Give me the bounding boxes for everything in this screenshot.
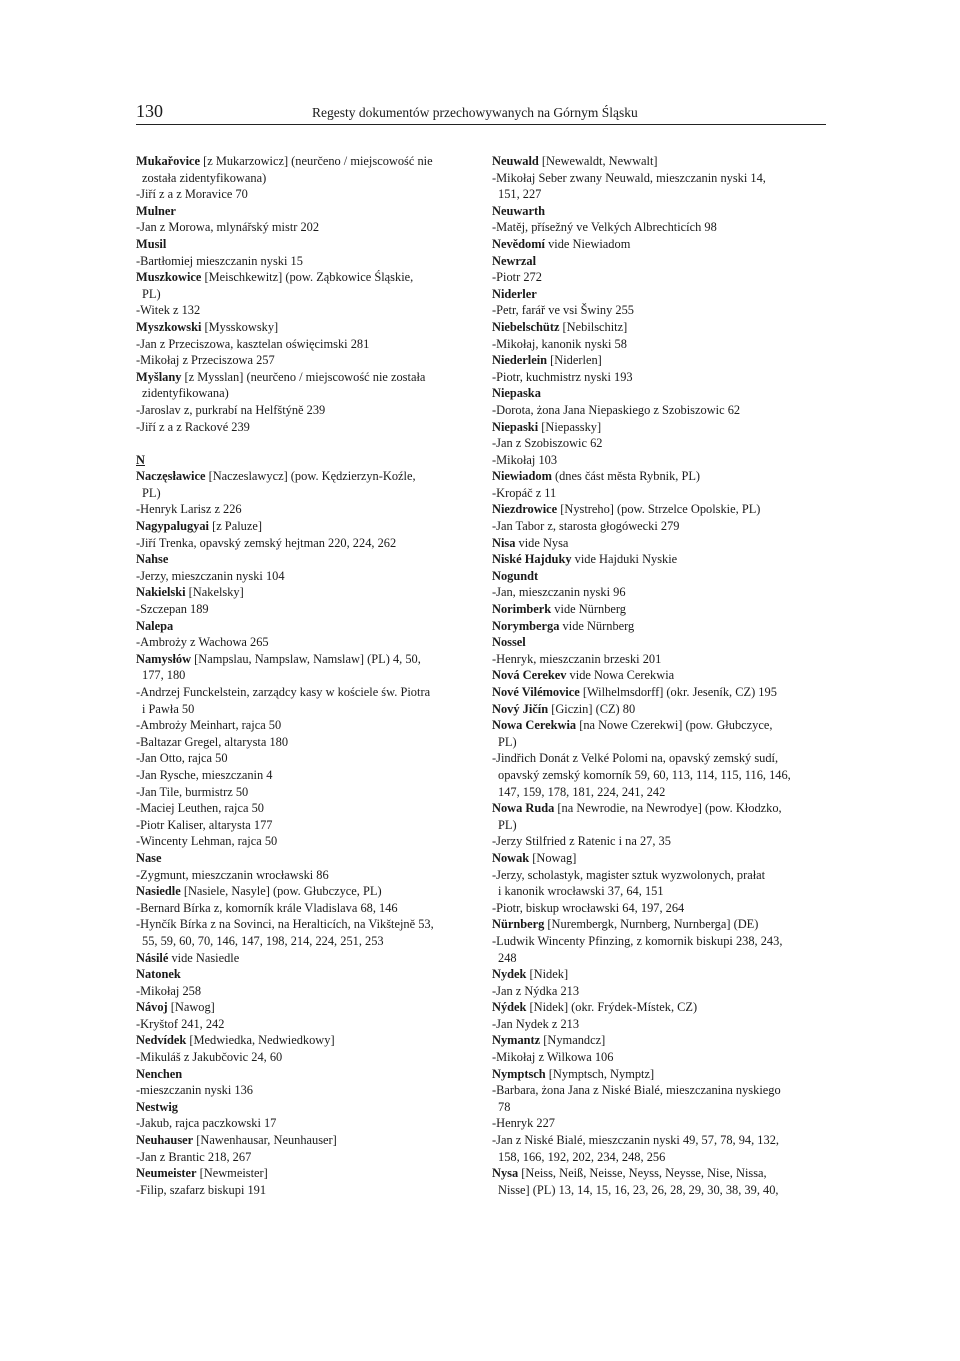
index-subentry <box>136 568 476 585</box>
entry-text: -Kropáč z 11 <box>492 485 557 500</box>
index-headword-line <box>136 1066 476 1083</box>
index-subentry <box>136 634 476 651</box>
entry-text: -Bartłomiej mieszczanin nyski 15 <box>136 253 303 268</box>
headword: Neumeister <box>136 1166 197 1181</box>
index-headword-line <box>492 601 832 618</box>
entry-text: -Jan z Przeciszowa, kasztelan oświęcimski 281 <box>136 336 370 351</box>
running-title: Regesty dokumentów przechowywanych na Górnym Śląsku <box>312 105 638 120</box>
index-subentry <box>136 402 476 419</box>
entry-text: [Wilhelmsdorff] (okr. Jeseník, CZ) 195 <box>579 685 777 699</box>
entry-text: -Ambroży z Wachowa 265 <box>136 635 269 650</box>
entry-text: -Piotr Kaliser, altarysta 177 <box>136 817 273 832</box>
headword: Nymantz <box>492 1033 541 1048</box>
entry-text: [Nowag] <box>529 850 577 865</box>
index-subentry <box>492 518 832 535</box>
index-subentry <box>492 170 832 187</box>
index-subentry <box>492 1132 832 1149</box>
index-subentry <box>492 302 832 319</box>
entry-continuation: 248 <box>498 950 517 965</box>
entry-text: -Szczepan 189 <box>136 602 209 617</box>
entry-text: -Jerzy Stilfried z Ratenic i na 27, 35 <box>492 834 671 849</box>
entry-text: -Mikołaj 258 <box>136 983 202 998</box>
headword: Nové Vilémovice <box>492 685 580 699</box>
headword: Mukařovice <box>136 154 201 168</box>
headword: Nogundt <box>492 568 539 583</box>
index-subentry <box>136 750 476 767</box>
entry-text: -Ambroży Meinhart, rajca 50 <box>136 718 282 733</box>
entry-text: [na Nowe Czerekwi] (pow. Głubczyce, <box>576 718 773 733</box>
index-headword-line <box>492 319 832 336</box>
headword: Nalepa <box>136 618 174 633</box>
index-headword-line <box>492 701 832 718</box>
entry-text: [Nymptsch, Nymptz] <box>545 1066 655 1081</box>
entry-text: -Mikołaj z Wilkowa 106 <box>492 1050 614 1065</box>
entry-text: -Matěj, přísežný ve Velkých Albrechticích 98 <box>492 220 717 235</box>
index-headword-line <box>136 883 476 900</box>
entry-text: -Filip, szafarz biskupi 191 <box>136 1182 267 1197</box>
headword: Newrzal <box>492 253 537 268</box>
index-subentry <box>492 1049 832 1066</box>
index-subentry <box>136 535 476 552</box>
index-subentry <box>492 1016 832 1033</box>
index-headword-line <box>492 253 832 270</box>
entry-text: -mieszczanin nyski 136 <box>136 1083 253 1098</box>
entry-text: -Jiří z a z Moravice 70 <box>136 187 248 202</box>
entry-continuation: PL) <box>142 485 161 500</box>
index-subentry <box>136 253 476 270</box>
index-headword-line <box>136 584 476 601</box>
headword: Nysa <box>492 1166 519 1181</box>
index-subentry <box>136 734 476 751</box>
entry-text: vide Nysa <box>515 535 569 550</box>
index-headword-line <box>492 800 832 817</box>
entry-continuation: została zidentyfikowana) <box>142 170 267 185</box>
entry-text: vide Nasiedle <box>168 950 240 965</box>
index-headword-line <box>492 286 832 303</box>
index-subentry <box>492 584 832 601</box>
headword: Nová Cerekev <box>492 668 567 683</box>
index-subentry <box>136 900 476 917</box>
index-subentry <box>492 435 832 452</box>
entry-text: -Jaroslav z, purkrabí na Helfštýně 239 <box>136 402 326 417</box>
headword: Nýdek <box>492 1000 527 1015</box>
headword: Nowak <box>492 850 530 865</box>
entry-continuation: 158, 166, 192, 202, 234, 248, 256 <box>498 1149 666 1164</box>
entry-text: -Kryštof 241, 242 <box>136 1016 225 1031</box>
headword: Nahse <box>136 552 169 567</box>
index-headword-line <box>492 419 832 436</box>
section-letter-text: N <box>136 452 145 467</box>
index-subentry <box>492 485 832 502</box>
entry-text: -Bernard Bírka z, komorník krále Vladislava 68, 146 <box>136 900 398 915</box>
index-headword-line <box>136 236 476 253</box>
entry-text: -Jan Tabor z, starosta głogówecki 279 <box>492 519 680 534</box>
entry-text: vide Nürnberg <box>551 602 626 617</box>
entry-text: -Jan z Niské Bialé, mieszczanin nyski 49, 57, 78, 94, 132, <box>492 1133 779 1148</box>
headword: Musil <box>136 236 167 251</box>
entry-continuation: 78 <box>498 1099 511 1114</box>
index-subentry <box>136 916 476 933</box>
entry-text: [Newmeister] <box>196 1166 268 1181</box>
entry-text: -Jakub, rajca paczkowski 17 <box>136 1116 277 1131</box>
entry-text: -Henryk, mieszczanin brzeski 201 <box>492 651 662 666</box>
headword: Niepaska <box>492 386 541 401</box>
headword: Nase <box>136 850 162 865</box>
entry-continuation: zidentyfikowana) <box>142 386 229 401</box>
index-headword-line <box>492 153 832 170</box>
index-subentry <box>492 1082 832 1099</box>
headword: Norimberk <box>492 602 552 617</box>
entry-text: -Hynčík Bírka z na Sovinci, na Heralticích, na Vikštejně 53, <box>136 917 434 932</box>
index-headword-line <box>136 850 476 867</box>
entry-text: [Nurembergk, Nurnberg, Nurnberga] (DE) <box>544 917 759 932</box>
entry-text: -Jan Tile, burmistrz 50 <box>136 784 249 799</box>
index-headword-line <box>492 385 832 402</box>
index-headword-line <box>492 236 832 253</box>
entry-text: [na Newrodie, na Newrodye] (pow. Kłodzko, <box>554 801 782 816</box>
entry-text: [Giczin] (CZ) 80 <box>548 701 636 716</box>
index-subentry <box>492 452 832 469</box>
entry-text: [Nampslau, Nampslaw, Namslaw] (PL) 4, 50, <box>191 651 421 666</box>
index-subentry <box>492 402 832 419</box>
index-headword-line <box>492 1066 832 1083</box>
entry-text: -Mikołaj Seber zwany Neuwald, mieszczanin nyski 14, <box>492 170 766 185</box>
headword: Nowa Ruda <box>492 801 555 816</box>
entry-text: [Niepassky] <box>538 419 602 434</box>
headword: Nymptsch <box>492 1066 546 1081</box>
index-subentry <box>136 717 476 734</box>
index-subentry <box>136 767 476 784</box>
index-subentry <box>136 833 476 850</box>
entry-text: [Nystreho] (pow. Strzelce Opolskie, PL) <box>557 502 761 517</box>
entry-text: -Jiří z a z Rackové 239 <box>136 419 250 434</box>
entry-text: [Niderlen] <box>547 353 602 368</box>
index-subentry <box>492 867 832 884</box>
index-headword-line <box>136 153 476 170</box>
index-headword-line <box>492 1032 832 1049</box>
entry-text: -Witek z 132 <box>136 303 201 318</box>
index-subentry <box>492 1115 832 1132</box>
entry-text: -Baltazar Gregel, altarysta 180 <box>136 734 289 749</box>
page-header <box>136 100 826 125</box>
headword: Niezdrowice <box>492 502 558 517</box>
entry-text: -Jan Nydek z 213 <box>492 1016 580 1031</box>
index-headword-line <box>492 203 832 220</box>
entry-text: -Jerzy, mieszczanin nyski 104 <box>136 568 285 583</box>
entry-text: -Mikołaj, kanonik nyski 58 <box>492 336 627 351</box>
entry-text: -Jan Otto, rajca 50 <box>136 751 228 766</box>
headword: Namysłów <box>136 651 192 666</box>
entry-text: -Jerzy, scholastyk, magister sztuk wyzwolonych, prałat <box>492 867 766 882</box>
headword: Nydek <box>492 967 527 982</box>
entry-continuation: 55, 59, 60, 70, 146, 147, 198, 214, 224, 251, 253 <box>142 933 384 948</box>
index-headword-line <box>492 618 832 635</box>
index-subentry <box>492 900 832 917</box>
entry-text: [z Mukarzowicz] (neurčeno / miejscowość nie <box>200 154 433 168</box>
entry-continuation: 151, 227 <box>498 187 542 202</box>
index-headword-line <box>136 950 476 967</box>
entry-text: [Nakelsky] <box>185 585 244 600</box>
entry-continuation: 147, 159, 178, 181, 224, 241, 242 <box>498 784 666 799</box>
headword: Nagypalugyai <box>136 519 209 534</box>
index-headword-line <box>492 551 832 568</box>
entry-text: -Petr, farář ve vsi Šwiny 255 <box>492 303 634 318</box>
index-headword-line <box>136 269 476 286</box>
index-subentry <box>492 750 832 767</box>
spacer <box>136 435 476 452</box>
entry-text: -Andrzej Funckelstein, zarządcy kasy w kościele św. Piotra <box>136 685 431 699</box>
entry-text: vide Niewiadom <box>545 236 631 251</box>
headword: Niepaski <box>492 419 539 434</box>
entry-text: -Wincenty Lehman, rajca 50 <box>136 834 278 849</box>
entry-text: (dnes část města Rybnik, PL) <box>551 469 701 484</box>
entry-text: [Nasiele, Nasyle] (pow. Głubczyce, PL) <box>180 884 382 899</box>
index-subentry <box>136 302 476 319</box>
headword: Nisa <box>492 535 516 550</box>
entry-text: -Piotr, biskup wrocławski 64, 197, 264 <box>492 900 685 915</box>
index-column-left <box>136 153 476 1198</box>
entry-text: [Medwiedka, Nedwiedkowy] <box>186 1033 335 1048</box>
entry-text: -Jindřich Donát z Velké Polomi na, opavský zemský sudí, <box>492 751 779 766</box>
page-number: 130 <box>136 101 163 121</box>
index-headword-line <box>492 916 832 933</box>
entry-text: [Nidek] (okr. Frýdek-Místek, CZ) <box>526 1000 698 1015</box>
entry-text: -Jan, mieszczanin nyski 96 <box>492 585 626 600</box>
index-headword-line <box>136 618 476 635</box>
index-headword-line <box>136 999 476 1016</box>
entry-text: -Mikołaj z Przeciszowa 257 <box>136 353 275 368</box>
index-subentry <box>492 833 832 850</box>
index-headword-line <box>136 1032 476 1049</box>
index-headword-line <box>136 369 476 386</box>
entry-text: -Zygmunt, mieszczanin wrocławski 86 <box>136 867 329 882</box>
index-subentry <box>492 983 832 1000</box>
entry-text: [Nawenhausar, Neunhauser] <box>193 1133 337 1148</box>
headword: Niebelschütz <box>492 319 560 334</box>
index-headword-line <box>136 1165 476 1182</box>
entry-text: -Mikuláš z Jakubčovic 24, 60 <box>136 1050 283 1065</box>
index-subentry <box>136 219 476 236</box>
headword: Nasiedle <box>136 884 181 899</box>
index-subentry <box>136 336 476 353</box>
headword: Niderler <box>492 286 537 301</box>
entry-text: [Neiss, Neiß, Neisse, Neyss, Neysse, Nise, Nissa, <box>518 1166 767 1181</box>
index-headword-line <box>492 999 832 1016</box>
headword: Nürnberg <box>492 917 545 932</box>
index-subentry <box>136 501 476 518</box>
index-subentry <box>136 684 476 701</box>
index-headword-line <box>136 651 476 668</box>
index-headword-line <box>136 319 476 336</box>
index-subentry <box>136 1049 476 1066</box>
index-headword-line <box>136 203 476 220</box>
index-subentry <box>136 1016 476 1033</box>
entry-text: [Newewaldt, Newwalt] <box>538 154 658 168</box>
index-headword-line <box>136 551 476 568</box>
index-headword-line <box>136 1099 476 1116</box>
headword: Myšlany <box>136 369 182 384</box>
headword: Nossel <box>492 635 526 650</box>
headword: Neuhauser <box>136 1133 194 1148</box>
entry-text: -Piotr, kuchmistrz nyski 193 <box>492 369 633 384</box>
entry-text: -Barbara, żona Jana z Niské Bialé, mieszczanina nyskiego <box>492 1083 781 1098</box>
entry-text: -Piotr 272 <box>492 270 542 285</box>
index-subentry <box>136 817 476 834</box>
index-subentry <box>136 352 476 369</box>
headword: Násilé <box>136 950 169 965</box>
headword: Nenchen <box>136 1066 183 1081</box>
entry-text: vide Hajduki Nyskie <box>571 552 678 567</box>
index-headword-line <box>136 1132 476 1149</box>
index-headword-line <box>136 966 476 983</box>
entry-text: [Nawog] <box>167 1000 215 1015</box>
headword: Nestwig <box>136 1099 178 1114</box>
index-headword-line <box>492 568 832 585</box>
headword: Myszkowski <box>136 319 202 334</box>
entry-text: [Nidek] <box>526 967 569 982</box>
index-subentry <box>492 651 832 668</box>
headword: Muszkowice <box>136 270 202 285</box>
index-subentry <box>136 1082 476 1099</box>
entry-text: -Henryk 227 <box>492 1116 555 1131</box>
index-subentry <box>492 269 832 286</box>
index-subentry <box>492 219 832 236</box>
index-headword-line <box>492 634 832 651</box>
headword: Nakielski <box>136 585 186 600</box>
index-subentry <box>492 933 832 950</box>
index-headword-line <box>492 717 832 734</box>
index-subentry <box>136 1182 476 1199</box>
entry-text: -Henryk Larisz z 226 <box>136 502 242 517</box>
index-subentry <box>136 800 476 817</box>
index-subentry <box>136 867 476 884</box>
index-headword-line <box>492 850 832 867</box>
headword: Niské Hajduky <box>492 552 572 567</box>
index-subentry <box>136 1149 476 1166</box>
index-subentry <box>136 419 476 436</box>
index-subentry <box>136 784 476 801</box>
index-headword-line <box>492 352 832 369</box>
index-headword-line <box>492 966 832 983</box>
entry-continuation: i Pawła 50 <box>142 701 195 716</box>
entry-text: [z Paluze] <box>208 519 262 534</box>
entry-text: [Nebilschitz] <box>559 319 628 334</box>
index-subentry <box>136 186 476 203</box>
headword: Naczęsławice <box>136 469 206 484</box>
entry-text: -Jan z Brantic 218, 267 <box>136 1149 252 1164</box>
entry-text: vide Nürnberg <box>559 618 635 633</box>
headword: Mulner <box>136 203 176 218</box>
headword: Niederlein <box>492 353 548 368</box>
index-headword-line <box>136 518 476 535</box>
headword: Natonek <box>136 967 181 982</box>
entry-text: -Dorota, żona Jana Niepaskiego z Szobiszowic 62 <box>492 402 741 417</box>
index-subentry <box>492 336 832 353</box>
index-subentry <box>136 1115 476 1132</box>
headword: Nový Jičín <box>492 701 549 716</box>
entry-text: -Jan z Nýdka 213 <box>492 983 580 998</box>
entry-text: [Mysskowsky] <box>201 319 279 334</box>
index-subentry <box>492 369 832 386</box>
entry-text: -Jan z Szobiszowic 62 <box>492 436 603 451</box>
entry-text: [Naczeslawycz] (pow. Kędzierzyn-Koźle, <box>205 469 416 484</box>
headword: Návoj <box>136 1000 168 1015</box>
index-headword-line <box>492 501 832 518</box>
entry-text: -Maciej Leuthen, rajca 50 <box>136 801 264 816</box>
headword: Norymberga <box>492 618 560 633</box>
entry-text: -Jan z Morowa, mlynářský mistr 202 <box>136 220 320 235</box>
entry-continuation: PL) <box>498 817 517 832</box>
index-headword-line <box>492 684 832 701</box>
index-headword-line <box>492 1165 832 1182</box>
index-subentry <box>136 983 476 1000</box>
headword: Neuwald <box>492 154 539 168</box>
entry-text: [Meischkewitz] (pow. Ząbkowice Śląskie, <box>201 270 414 285</box>
entry-continuation: opavský zemský komorník 59, 60, 113, 114, 115, 116, 146, <box>498 767 791 782</box>
headword: Niewiadom <box>492 469 552 484</box>
headword: Neuwarth <box>492 203 545 218</box>
headword: Nowa Cerekwia <box>492 718 577 733</box>
entry-continuation: i kanonik wrocławski 37, 64, 151 <box>498 884 664 899</box>
entry-continuation: 177, 180 <box>142 668 186 683</box>
entry-text: -Jan Rysche, mieszczanin 4 <box>136 767 273 782</box>
index-column-right <box>492 153 832 1198</box>
entry-text: -Ludwik Wincenty Pfinzing, z komornik biskupi 238, 243, <box>492 933 783 948</box>
entry-text: [z Mysslan] (neurčeno / miejscowość nie została <box>181 369 426 384</box>
entry-text: [Nymandcz] <box>540 1033 606 1048</box>
index-headword-line <box>136 468 476 485</box>
headword: Nevědomí <box>492 236 545 251</box>
entry-text: -Mikołaj 103 <box>492 452 558 467</box>
index-subentry <box>136 601 476 618</box>
index-headword-line <box>492 535 832 552</box>
entry-continuation: PL) <box>142 286 161 301</box>
entry-continuation: Nisse] (PL) 13, 14, 15, 16, 23, 26, 28, 29, 30, 38, 39, 40, <box>498 1182 779 1197</box>
entry-continuation: PL) <box>498 734 517 749</box>
section-letter <box>136 452 476 469</box>
headword: Nedvídek <box>136 1033 187 1048</box>
index-headword-line <box>492 667 832 684</box>
entry-text: -Jiří Trenka, opavský zemský hejtman 220, 224, 262 <box>136 535 397 550</box>
entry-text: vide Nowa Cerekwia <box>566 668 675 683</box>
index-headword-line <box>492 468 832 485</box>
